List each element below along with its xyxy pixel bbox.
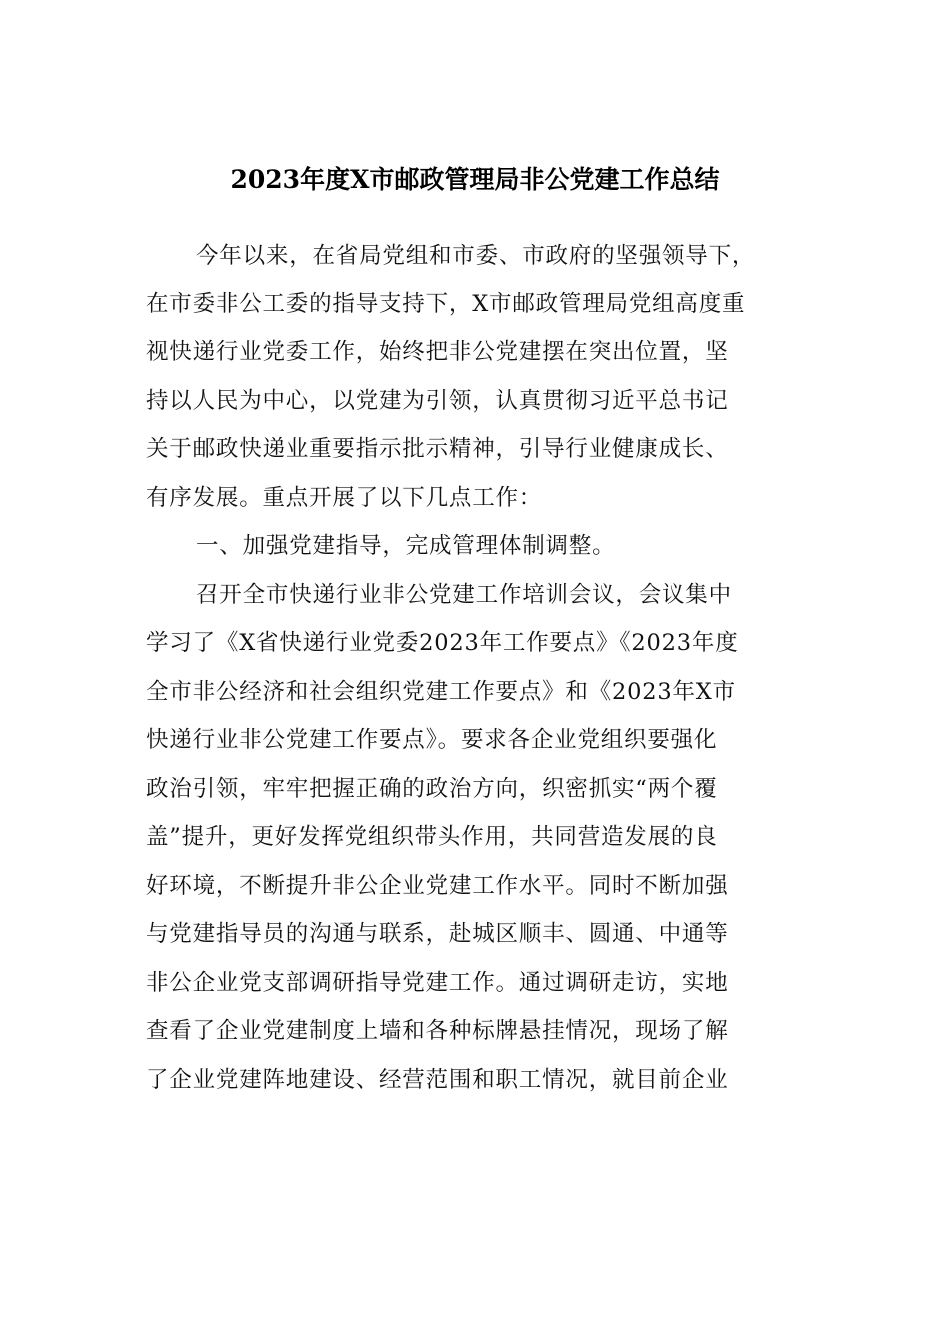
body-line: 持以人民为中心，以党建为引领，认真贯彻习近平总书记 [146, 388, 729, 414]
body-line: 学习了《X省快递行业党委2023年工作要点》《2023年度 [146, 630, 739, 656]
body-line: 好环境，不断提升非公企业党建工作水平。同时不断加强 [146, 873, 729, 899]
body-line: 今年以来，在省局党组和市委、市政府的坚强领导下， [196, 243, 756, 269]
body-line: 政治引领，牢牢把握正确的政治方向，织密抓实“两个覆 [146, 776, 718, 802]
body-line: 关于邮政快递业重要指示批示精神，引导行业健康成长、 [146, 436, 729, 462]
body-line: 盖”提升，更好发挥党组织带头作用，共同营造发展的良 [146, 824, 718, 850]
body-line: 与党建指导员的沟通与联系，赴城区顺丰、圆通、中通等 [146, 921, 729, 947]
body-line: 召开全市快递行业非公党建工作培训会议，会议集中 [196, 582, 732, 608]
body-line: 全市非公经济和社会组织党建工作要点》和《2023年X市 [146, 679, 736, 705]
body-line: 有序发展。重点开展了以下几点工作： [146, 485, 543, 511]
section-heading: 一、加强党建指导，完成管理体制调整。 [196, 533, 616, 559]
body-line: 查看了企业党建制度上墙和各种标牌悬挂情况，现场了解 [146, 1018, 729, 1044]
body-line: 非公企业党支部调研指导党建工作。通过调研走访，实地 [146, 970, 729, 996]
body-line: 在市委非公工委的指导支持下，X市邮政管理局党组高度重 [146, 291, 746, 317]
document-title: 2023年度X市邮政管理局非公党建工作总结 [230, 165, 720, 194]
body-line: 快递行业非公党建工作要点》。要求各企业党组织要强化 [146, 727, 718, 753]
body-line: 视快递行业党委工作，始终把非公党建摆在突出位置，坚 [146, 339, 729, 365]
body-line: 了企业党建阵地建设、经营范围和职工情况，就目前企业 [146, 1067, 729, 1093]
